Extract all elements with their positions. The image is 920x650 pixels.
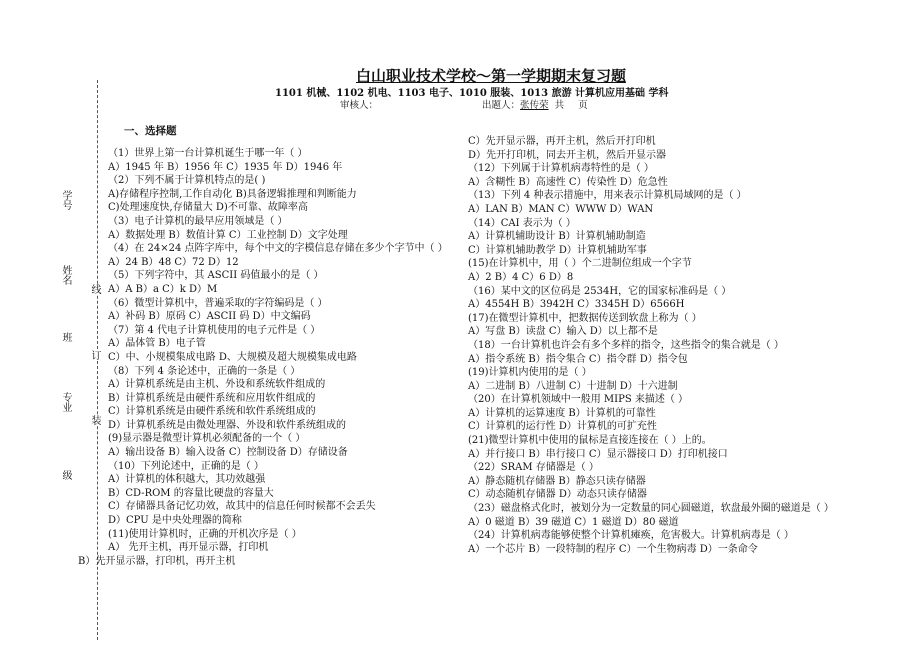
question-line: A）输出设备 B）输入设备 C）控制设备 D）存储设备 xyxy=(108,447,348,459)
question-line: A）补码 B）原码 C）ASCII 码 D）中文编码 xyxy=(108,311,311,323)
question-line: A）静态随机存储器 B）静态只读存储器 xyxy=(468,475,646,487)
question-line: (11)使用计算机时，正确的开机次序是（ ） xyxy=(108,528,302,540)
question-line: A)存储程序控制,工作自动化 B)具备逻辑推理和判断能力 xyxy=(108,188,357,200)
question-line: （16）某中文的区位码是 2534H，它的国家标准码是（ ） xyxy=(468,285,732,297)
question-line: (17)在微型计算机中，把数据传送到软盘上称为（ ） xyxy=(468,312,702,324)
author-name: 张传荣 xyxy=(520,100,549,111)
question-line: （22）SRAM 存储器是（ ） xyxy=(468,462,599,474)
question-line: (15)在计算机中，用（ ）个二进制位组成一个字节 xyxy=(468,258,692,270)
question-line: A）并行接口 B）串行接口 C）显示器接口 D）打印机接口 xyxy=(468,448,728,460)
question-line: （14）CAI 表示为（ ） xyxy=(468,217,576,229)
question-line: D）CPU 是中央处理器的简称 xyxy=(108,515,242,527)
question-line: C）动态随机存储器 D）动态只读存储器 xyxy=(468,489,647,501)
question-line: （18）一台计算机也许会有多个多样的指令，这些指令的集合就是（ ） xyxy=(468,339,784,351)
question-line: （8）下列 4 条论述中，正确的一条是（ ） xyxy=(108,365,301,377)
question-line: C）计算机系统是由硬件系统和软件系统组成的 xyxy=(108,406,316,418)
question-line: C）中、小规模集成电路 D、大规模及超大规模集成电路 xyxy=(108,351,357,363)
question-line: A）晶体管 B）电子管 xyxy=(108,338,206,350)
author-line xyxy=(482,97,588,111)
question-line: C）先开显示器，再开主机，然后开打印机 xyxy=(468,136,656,147)
question-line: （20）在计算机领域中一般用 MIPS 来描述（ ） xyxy=(468,394,689,406)
question-line: A）计算机的运算速度 B）计算机的可靠性 xyxy=(468,407,656,419)
right-question-column xyxy=(468,135,914,556)
question-line: A）含糊性 B）高速性 C）传染性 D）危急性 xyxy=(468,176,668,188)
left-question-column xyxy=(78,147,464,568)
cut-mark-pack: 装 xyxy=(89,415,100,425)
author-label: 出题人： xyxy=(482,100,521,111)
pages-suffix: 页 xyxy=(578,100,588,111)
question-line: C）计算机辅助教学 D）计算机辅助军事 xyxy=(468,244,647,256)
question-line: （7）第 4 代电子计算机使用的电子元件是（ ） xyxy=(108,324,321,336)
binding-field-class: 班 xyxy=(60,332,71,342)
question-line: A）24 B）48 C）72 D）12 xyxy=(108,256,239,268)
question-line: (9)显示器是微型计算机必须配备的一个（ ） xyxy=(108,433,306,445)
question-line: A）计算机的体积越大，其功效越强 xyxy=(108,474,266,486)
question-line: A）二进制 B）八进制 C）十进制 D）十六进制 xyxy=(468,380,678,392)
question-line: D）先开打印机，同去开主机，然后开显示器 xyxy=(468,149,667,161)
question-line: B）计算机系统是由硬件系统和应用软件组成的 xyxy=(108,392,316,404)
question-line: C）计算机的运行性 D）计算机的可扩充性 xyxy=(468,421,657,433)
question-line: （1）世界上第一台计算机诞生于哪一年（ ） xyxy=(108,148,308,159)
question-line: A）一个芯片 B）一段特制的程序 C）一个生物病毒 D）一条命令 xyxy=(468,543,758,555)
question-line: （3）电子计算机的最早应用领域是（ ） xyxy=(108,215,288,227)
question-line: C）存储器具备记忆功效，故其中的信息任何时候都不会丢失 xyxy=(108,501,376,513)
cut-mark-bind: 订 xyxy=(89,350,100,360)
total-prefix: 共 xyxy=(554,100,565,111)
question-line: A）指令系统 B）指令集合 C）指令群 D）指令包 xyxy=(468,353,688,365)
question-line: A）LAN B）MAN C）WWW D）WAN xyxy=(468,203,654,215)
question-line: A）计算机辅助设计 B）计算机辅助制造 xyxy=(468,231,646,243)
binding-field-major: 专业 xyxy=(60,392,71,412)
question-line: （23）磁盘格式化时，被划分为一定数量的同心圆磁道，软盘最外圈的磁道是（ ） xyxy=(468,503,834,515)
question-line: A）计算机系统是由主机、外设和系统软件组成的 xyxy=(108,379,326,391)
question-line: C)处理速度快,存储量大 D)不可靠、故障率高 xyxy=(108,202,308,214)
question-line: A） 先开主机，再开显示器，打印机 xyxy=(108,542,269,554)
reviewer-label: 审核人： xyxy=(340,100,379,111)
question-line: B）CD-ROM 的容量比硬盘的容量大 xyxy=(108,487,274,499)
question-line: A）写盘 B）读盘 C）输入 D）以上都不是 xyxy=(468,326,658,338)
document-subtitle: 1101 机械、1102 机电、1103 电子、1010 服装、1013 旅游 计算机应用基础 学科 xyxy=(275,88,669,99)
question-line: D）计算机系统是由微处理器、外设和软件系统组成的 xyxy=(108,419,347,431)
question-line: A）数据处理 B）数值计算 C）工业控制 D）文字处理 xyxy=(108,229,348,241)
question-line: （5）下列字符中，其 ASCII 码值最小的是（ ） xyxy=(108,270,324,282)
document-title: 白山职业技术学校～第一学期期末复习题 xyxy=(356,67,627,85)
question-line: A）1945 年 B）1956 年 C）1935 年 D）1946 年 xyxy=(108,161,343,173)
section-title: 一、选择题 xyxy=(124,125,177,137)
binding-field-student-id: 学号 xyxy=(60,190,71,210)
question-line: A）A B）a C）k D）M xyxy=(108,283,218,295)
question-line: A）2 B）4 C）6 D）8 xyxy=(468,271,574,283)
question-line: （6）微型计算机中，普遍采取的字符编码是（ ） xyxy=(108,297,328,309)
binding-field-grade: 级 xyxy=(60,470,71,480)
question-line: B）先开显示器，打印机，再开主机 xyxy=(78,555,236,567)
question-line: （4）在 24×24 点阵字库中，每个中文的字模信息存储在多少个字节中（ ） xyxy=(108,243,448,255)
question-line: （12）下列属于计算机病毒特性的是（ ） xyxy=(468,163,654,175)
question-line: (21)微型计算机中使用的鼠标是直接连接在（ ）上的。 xyxy=(468,435,712,447)
question-line: （10）下列论述中，正确的是（ ） xyxy=(108,460,264,472)
question-line: A）0 磁道 B）39 磁道 C）1 磁道 D）80 磁道 xyxy=(468,516,679,528)
question-line: (19)计算机内使用的是（ ） xyxy=(468,367,592,379)
question-line: A）4554H B）3942H C）3345H D）6566H xyxy=(468,299,685,311)
cut-mark-line: 线 xyxy=(89,284,100,294)
binding-field-name: 姓名 xyxy=(60,265,71,285)
question-line: （24）计算机病毒能够使整个计算机瘫痪，危害极大。计算机病毒是（ ） xyxy=(468,530,794,542)
question-line: （2）下列不属于计算机特点的是( ) xyxy=(108,175,266,187)
question-line: （13）下列 4 种表示措施中，用来表示计算机局域网的是（ ） xyxy=(468,190,747,202)
